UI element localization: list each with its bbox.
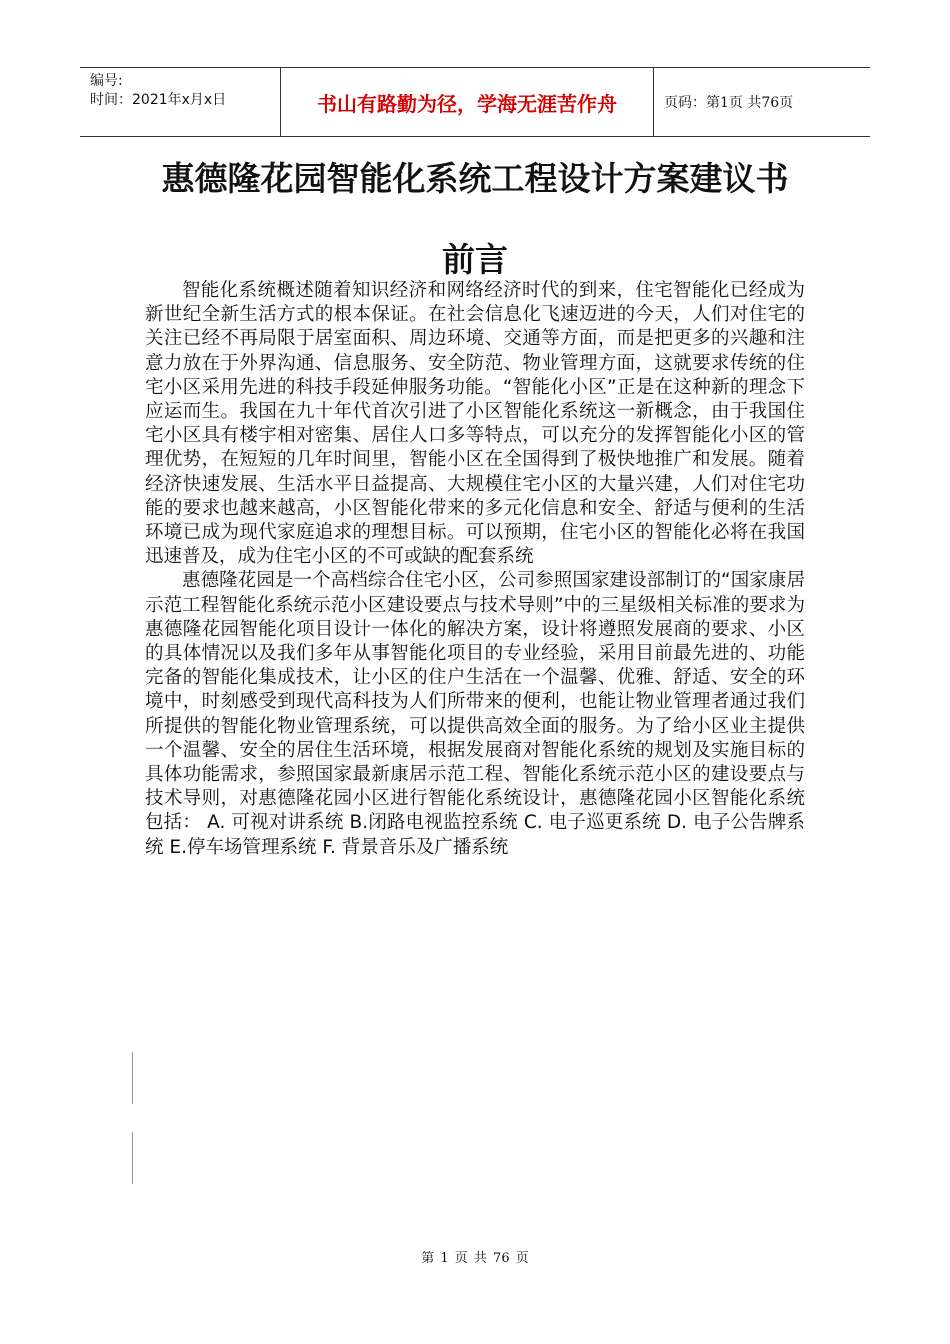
header-meta (80, 68, 280, 136)
document-title: 惠德隆花园智能化系统工程设计方案建议书 (161, 159, 789, 198)
header-page-info: 页码：第1页 共76页 (664, 95, 794, 111)
margin-rule (132, 1052, 133, 1104)
document-body (145, 279, 805, 860)
page-footer: 第 1 页 共 76 页 (421, 1251, 529, 1266)
paragraph: 惠德隆花园是一个高档综合住宅小区，公司参照国家建设部制订的“国家康居示范工程智能化系统示范小区建设要点与技术导则”中的三星级相关标准的要求为惠德隆花园智能化项目设计一体化的解决方案，设计将遵照发展商的要求、小区的具体情况以及我们多年从事智能化项目的专业经验，采用目前最先进的、功能完备的智能化集成技术，让小区的住户生活在一个温馨、优雅、舒适、安全的环境中，时刻感受到现代高科技为人们所带来的便利，也能让物业管理者通过我们所提供的智能化物业管理系统，可以提供高效全面的服务。为了给小区业主提供一个温馨、安全的居住生活环境，根据发展商对智能化系统的规划及实施目标的具体功能需求，参照国家最新康居示范工程、智能化系统示范小区的建设要点与技术导则，对惠德隆花园小区进行智能化系统设计，惠德隆花园小区智能化系统包括： A. 可视对讲系统 B.闭路电视监控系统 C. 电子巡更系统 D. 电子公告牌系统 E.停车场管理系统 F. 背景音乐及广播系统 (145, 570, 805, 858)
margin-rule (132, 1132, 133, 1184)
paragraph: 智能化系统概述随着知识经济和网络经济时代的到来，住宅智能化已经成为新世纪全新生活方式的根本保证。在社会信息化飞速迈进的今天，人们对住宅的关注已经不再局限于居室面积、周边环境、交通等方面，而是把更多的兴趣和注意力放在于外界沟通、信息服务、安全防范、物业管理方面，这就要求传统的住宅小区采用先进的科技手段延伸服务功能。“智能化小区”正是在这种新的理念下应运而生。我国在九十年代首次引进了小区智能化系统这一新概念，由于我国住宅小区具有楼宇相对密集、居住人口多等特点，可以充分的发挥智能化小区的管理优势，在短短的几年时间里，智能小区在全国得到了极快地推广和发展。随着经济快速发展、生活水平日益提高、大规模住宅小区的大量兴建，人们对住宅功能的要求也越来越高，小区智能化带来的多元化信息和安全、舒适与便利的生活环境已成为现代家庭追求的理想目标。可以预期，住宅小区的智能化必将在我国迅速普及，成为住宅小区的不可或缺的配套系统 (145, 280, 805, 568)
document-number-label: 编号: (90, 73, 123, 89)
document-date: 时间：2021年x月x日 (90, 92, 227, 108)
page-header (80, 67, 870, 137)
section-title: 前言 (442, 240, 508, 279)
header-motto: 书山有路勤为径，学海无涯苦作舟 (280, 68, 654, 136)
